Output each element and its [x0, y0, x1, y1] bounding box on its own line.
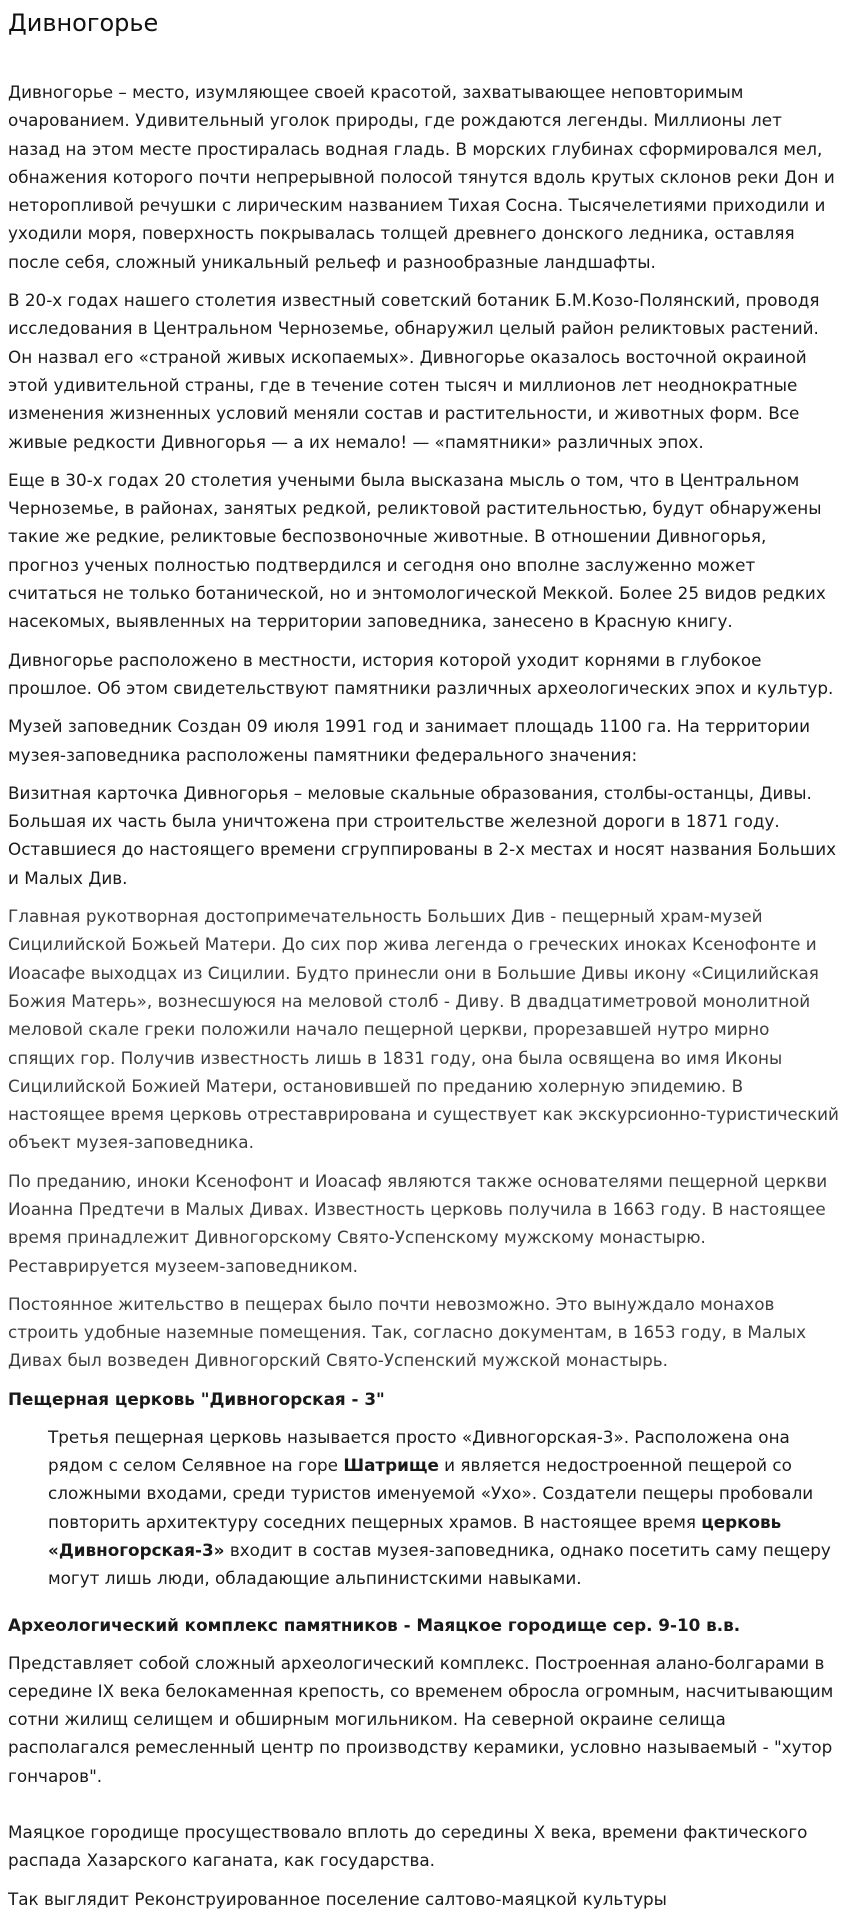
paragraph-botanist: В 20-х годах нашего столетия известный советский ботаник Б.М.Козо-Полянский, проводя исследования в Центральном Черноземье, обнаружил целый район реликтовых растений. Он назвал его «страной живых ископаемых». Дивногорье оказалось восточной окраиной этой удивительной страны, где в течение сотен тысяч и миллионов лет неоднократные изменения жизненных условий меняли состав и растительности, и животных форм. Все живые редкости Дивногорья — а их немало! — «памятники» различных эпох.: [8, 290, 820, 452]
paragraph-church-3: [8, 1423, 839, 1593]
paragraph-archaeology: Представляет собой сложный археологический комплекс. Построенная алано-болгарами в середине IX века белокаменная крепость, со временем обросла огромным, насчитывающим сотни жилищ селищем и обширным могильником. На северной окраине селища располагался ремесленный центр по производству керамики, условно называемый - "хутор гончаров".: [8, 1652, 834, 1786]
paragraph-john-church: По преданию, иноки Ксенофонт и Иоасаф являются также основателями пещерной церкви Иоанна Предтечи в Малых Дивах. Известность церковь получила в 1663 году. В настоящее время принадлежит Дивногорскому Свято-Успенскому мужскому монастырю. Реставрируется музеем-заповедником.: [8, 1170, 828, 1276]
paragraph-intro: Дивногорье – место, изумляющее своей красотой, захватывающее неповторимым очарованием. Удивительный уголок природы, где рождаются легенды. Миллионы лет назад на этом месте простиралась водная гладь. В морских глубинах сформировался мел, обнажения которого почти непрерывной полосой тянутся вдоль крутых склонов реки Дон и неторопливой речушки с лирическим названием Тихая Сосна. Тысячелетиями приходили и уходили моря, поверхность покрывалась толщей древнего донского ледника, оставляя после себя, сложный уникальный рельеф и разнообразные ландшафты.: [8, 82, 835, 272]
paragraph-monastery: Постоянное жительство в пещерах было почти невозможно. Это вынуждало монахов строить удобные наземные помещения. Так, согласно документам, в 1653 году, в Малых Дивах был возведен Дивногорский Свято-Успенский мужской монастырь.: [8, 1293, 807, 1371]
paragraph-cave-temple: Главная рукотворная достопримечательность Больших Див - пещерный храм-музей Сицилийской Божьей Матери. До сих пор жива легенда о греческих иноках Ксенофонте и Иоасафе выходцах из Сицилии. Будто принесли они в Большие Дивы икону «Сицилийская Божия Матерь», вознесшуюся на меловой столб - Диву. В двадцатиметровой монолитной меловой скале греки положили начало пещерной церкви, прорезавшей нутро мирно спящих гор. Получив известность лишь в 1831 году, она была освящена во имя Иконы Сицилийской Божией Матери, остановившей по преданию холерную эпидемию. В настоящее время церковь отреставрирована и существует как экскурсионно-туристический объект музея-заповедника.: [8, 906, 839, 1153]
church-bold-1: Шатрище: [343, 1455, 439, 1476]
page-title: Дивногорье: [8, 9, 159, 37]
section-heading-archaeology: Археологический комплекс памятников - Маяцкое городище сер. 9-10 в.в.: [8, 1614, 741, 1635]
paragraph-reconstruction: Так выглядит Реконструированное поселение салтово-маяцкой культуры: [8, 1888, 667, 1909]
paragraph-museum: Музей заповедник Создан 09 июля 1991 год и занимает площадь 1100 га. На территории музея-заповедника расположены памятники федерального значения:: [8, 716, 810, 765]
spacer: [8, 1800, 839, 1818]
paragraph-entomology: Еще в 30-х годах 20 столетия учеными была высказана мысль о том, что в Центральном Черноземье, в районах, занятых редкой, реликтовой растительностью, будут обнаружены такие же редкие, реликтовые беспозвоночные животные. В отношении Дивногорья, прогноз ученых полностью подтвердился и сегодня оно вполне заслуженно может считаться не только ботанической, но и энтомологической Меккой. Более 25 видов редких насекомых, выявленных на территории заповедника, занесено в Красную книгу.: [8, 469, 826, 632]
church-text-1: Третья пещерная церковь называется просто «Дивногорская-3». Расположена она рядом с селом Селявное на горе: [48, 1426, 790, 1476]
church-text-3: входит в состав музея-заповедника, однако посетить саму пещеру могут лишь люди, обладающие альпинистскими навыками.: [48, 1539, 831, 1589]
section-heading-church: Пещерная церковь "Дивногорская - 3": [8, 1388, 385, 1409]
paragraph-history: Дивногорье расположено в местности, история которой уходит корнями в глубокое прошлое. Об этом свидетельствуют памятники различных археологических эпох и культур.: [8, 649, 834, 698]
church-text-2: и является недостроенной пещерой со сложными входами, среди туристов именуемой «Ухо». Создатели пещеры пробовали повторить архитектуру соседних пещерных храмов. В настоящее время: [48, 1455, 814, 1532]
church-bold-2: церковь «Дивногорская-3»: [48, 1511, 782, 1560]
paragraph-mayatskoe: Маяцкое городище просуществовало вплоть до середины X века, времени фактического распада Хазарского каганата, как государства.: [8, 1822, 808, 1871]
paragraph-divy: Визитная карточка Дивногорья – меловые скальные образования, столбы-останцы, Дивы. Большая их часть была уничтожена при строительстве железной дороги в 1871 году. Оставшиеся до настоящего времени сгруппированы в 2-х местах и носят названия Больших и Малых Див.: [8, 782, 837, 888]
